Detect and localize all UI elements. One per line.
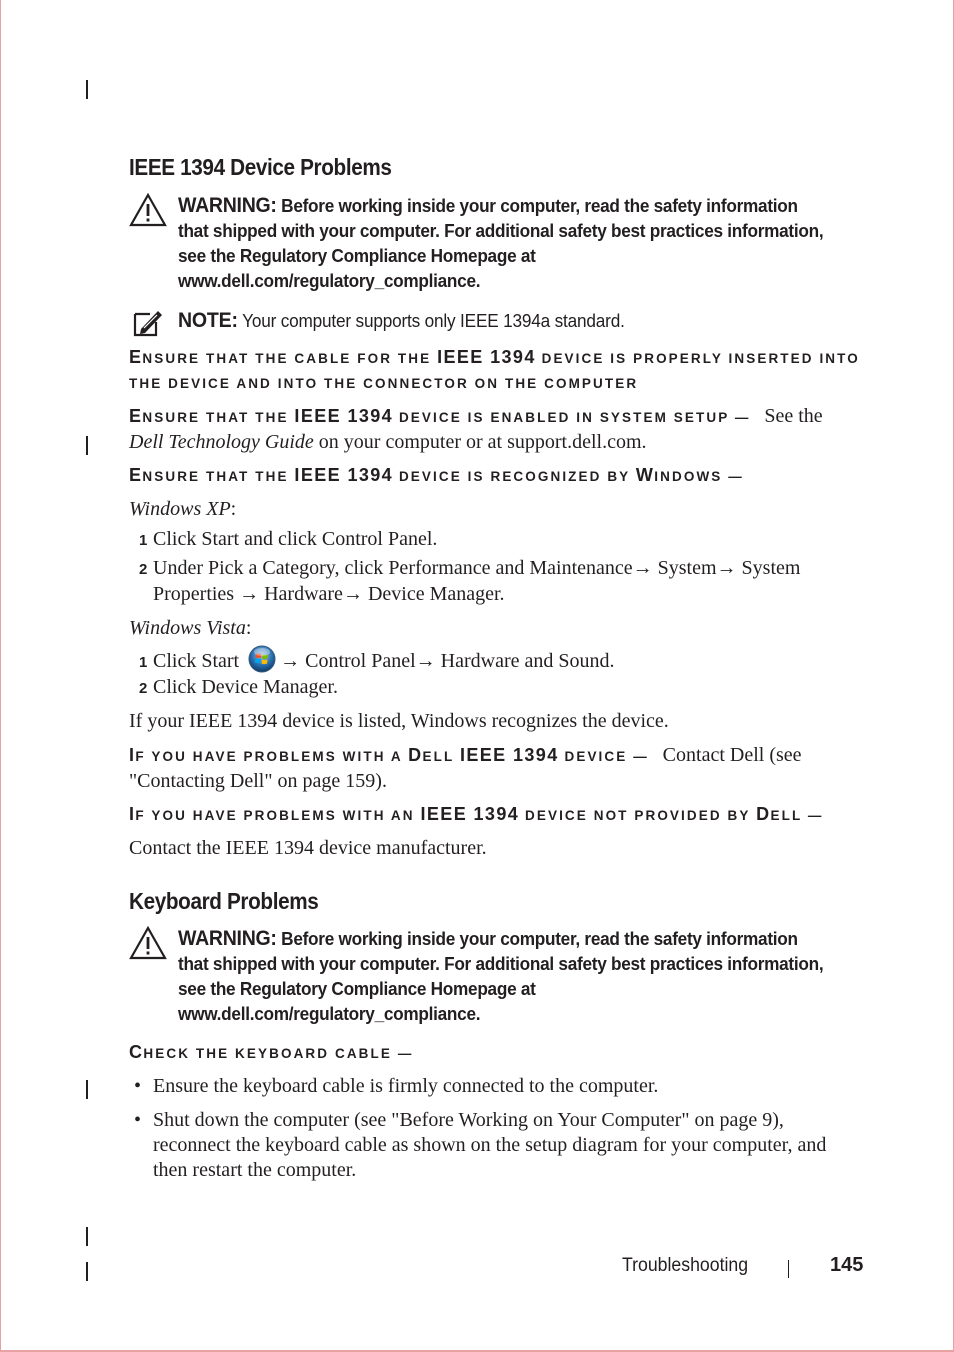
body-text: Contact Dell (see (662, 744, 802, 766)
body-text: reconnect the keyboard cable as shown on the setup diagram for your computer, and (153, 1134, 827, 1156)
heading-text: DEVICE IS ENABLED IN SYSTEM SETUP — (398, 410, 751, 425)
change-bar (86, 1080, 88, 1099)
heading-text: NSURE THAT THE CABLE FOR THE (142, 351, 432, 366)
ui-term: Device Manager. (201, 676, 338, 698)
step-number: 1 (139, 654, 148, 671)
body-text: "Contacting Dell" on page 159). (129, 770, 387, 792)
heading-text: DEVICE — (564, 749, 649, 764)
heading-text: NSURE THAT THE (142, 410, 289, 425)
heading-text: HECK THE KEYBOARD CABLE — (143, 1046, 414, 1061)
arrow: → (234, 583, 265, 605)
punctuation: . (499, 583, 505, 605)
note-body: Your computer supports only IEEE 1394a standard. (242, 310, 625, 331)
heading-initial: E (129, 347, 143, 367)
section-title-keyboard: Keyboard Problems (129, 888, 319, 914)
ui-term: Performance and Maintenance (388, 557, 633, 579)
step-number: 1 (139, 532, 148, 549)
bullet-mark: • (134, 1109, 142, 1131)
heading-text: IEEE 1394 (437, 347, 536, 367)
change-bar (86, 1227, 88, 1246)
body-text: Click (153, 528, 202, 550)
warning-triangle-icon (129, 193, 167, 227)
warning-line: that shipped with your computer. For additional safety best practices information, (178, 220, 824, 241)
punctuation: . (475, 270, 481, 291)
punctuation: . (475, 1003, 481, 1024)
warning-triangle-icon (129, 926, 167, 960)
heading-text: NSURE THAT THE (142, 469, 289, 484)
body-text: then restart the computer. (153, 1159, 357, 1181)
ui-term: Hardware and Sound (440, 650, 610, 672)
body-text: Under (153, 557, 208, 579)
ui-term: Hardware (264, 583, 343, 605)
body-text: Shut down the computer (see "Before Working on Your Computer" on page 9), (153, 1109, 784, 1131)
run-in-heading-non-dell-device (129, 802, 869, 828)
heading-initial: D (756, 804, 771, 824)
heading-initial: W (635, 465, 655, 485)
body-text: See the (764, 405, 823, 427)
change-bar (86, 1262, 88, 1281)
change-bar (86, 80, 88, 99)
support-site-link[interactable]: support.dell.com (507, 431, 642, 453)
footer-separator (788, 1260, 789, 1278)
heading-text: DEVICE IS PROPERLY INSERTED INTO (541, 351, 860, 366)
ui-term: System (657, 557, 717, 579)
heading-text: DEVICE NOT PROVIDED BY (525, 808, 751, 823)
regulatory-link[interactable]: www.dell.com/regulatory_compliance (178, 1003, 476, 1024)
punctuation: . (609, 650, 615, 672)
run-in-heading-dell-device (129, 743, 869, 795)
heading-text: DEVICE IS RECOGNIZED BY (398, 469, 631, 484)
ui-term: Pick a Category (207, 557, 335, 579)
heading-initial: I (129, 745, 136, 765)
heading-text: IEEE 1394 (420, 804, 520, 824)
heading-initial: D (408, 745, 423, 765)
bullet-item (153, 1108, 869, 1183)
arrow: → (280, 650, 306, 672)
heading-text: IEEE 1394 (459, 745, 559, 765)
ui-term: Device Manager (367, 583, 500, 605)
step-number: 2 (139, 561, 148, 578)
page-number: 145 (830, 1254, 864, 1276)
punctuation: . (641, 431, 647, 453)
heading-text: F YOU HAVE PROBLEMS WITH A (135, 749, 403, 764)
heading-text: F YOU HAVE PROBLEMS WITH AN (135, 808, 415, 823)
heading-text: INDOWS — (654, 469, 744, 484)
warning-line: Before working inside your computer, read the safety information (281, 195, 798, 216)
warning-text (178, 926, 829, 1026)
ui-term: System (741, 557, 801, 579)
page-frame-left (0, 0, 1, 1352)
punctuation: : (245, 617, 252, 639)
warning-label: WARNING: (178, 927, 277, 950)
body-text: , click (334, 557, 389, 579)
windows-start-orb-icon (248, 645, 276, 673)
section-title-ieee: IEEE 1394 Device Problems (129, 154, 392, 180)
bullet-mark: • (134, 1075, 142, 1097)
ui-term: Start and click Control Panel (201, 528, 433, 550)
heading-text: ELL (422, 749, 455, 764)
heading-initial: C (129, 1042, 144, 1062)
run-in-heading-windows (129, 463, 869, 489)
xp-step-1 (139, 527, 869, 553)
warning-line: that shipped with your computer. For additional safety best practices information, (178, 953, 824, 974)
arrow: → (716, 557, 742, 579)
heading-initial: E (129, 406, 143, 426)
heading-text: IEEE 1394 (294, 465, 394, 485)
footer-section-name: Troubleshooting (622, 1255, 749, 1276)
heading-text: IEEE 1394 (294, 406, 394, 426)
punctuation: : (230, 498, 237, 520)
heading-text: THE DEVICE AND INTO THE CONNECTOR ON THE COMPUTER (129, 376, 639, 391)
windows-vista-label (129, 616, 869, 641)
xp-step-2 (139, 556, 869, 607)
change-bar (86, 436, 88, 455)
run-in-heading-keyboard-cable (129, 1040, 869, 1066)
note-text (178, 308, 829, 333)
contact-manufacturer-text: Contact the IEEE 1394 device manufacturer. (129, 837, 487, 859)
os-name: Windows XP (129, 498, 231, 520)
body-text: Click (153, 650, 202, 672)
arrow: → (632, 557, 658, 579)
ui-term: Control Panel (305, 650, 416, 672)
body-text: Click (153, 676, 202, 698)
warning-text (178, 193, 829, 293)
arrow: → (342, 583, 368, 605)
note-pencil-icon (132, 308, 164, 338)
warning-label: WARNING: (178, 194, 277, 217)
vista-step-2 (139, 675, 869, 701)
punctuation: . (432, 528, 438, 550)
guide-title: Dell Technology Guide (129, 431, 314, 453)
warning-line: see the Regulatory Compliance Homepage at (178, 978, 536, 999)
heading-initial: I (129, 804, 136, 824)
bullet-item: Ensure the keyboard cable is firmly connected to the computer. (153, 1075, 659, 1097)
note-label: NOTE: (178, 309, 238, 332)
warning-line: Before working inside your computer, read the safety information (281, 928, 798, 949)
regulatory-link[interactable]: www.dell.com/regulatory_compliance (178, 270, 476, 291)
run-in-heading-setup (129, 404, 869, 456)
step-number: 2 (139, 680, 148, 697)
heading-initial: E (129, 465, 143, 485)
ui-term: Start (201, 650, 240, 672)
device-listed-text: If your IEEE 1394 device is listed, Windows recognizes the device. (129, 710, 669, 732)
vista-step-1 (139, 645, 869, 675)
warning-line: see the Regulatory Compliance Homepage at (178, 245, 536, 266)
arrow: → (415, 650, 441, 672)
os-name: Windows Vista (129, 617, 246, 639)
body-text: on your computer or at (313, 431, 508, 453)
windows-xp-label (129, 497, 869, 522)
ui-term: Properties (153, 583, 235, 605)
run-in-heading-cable (129, 345, 869, 396)
heading-text: ELL — (770, 808, 824, 823)
